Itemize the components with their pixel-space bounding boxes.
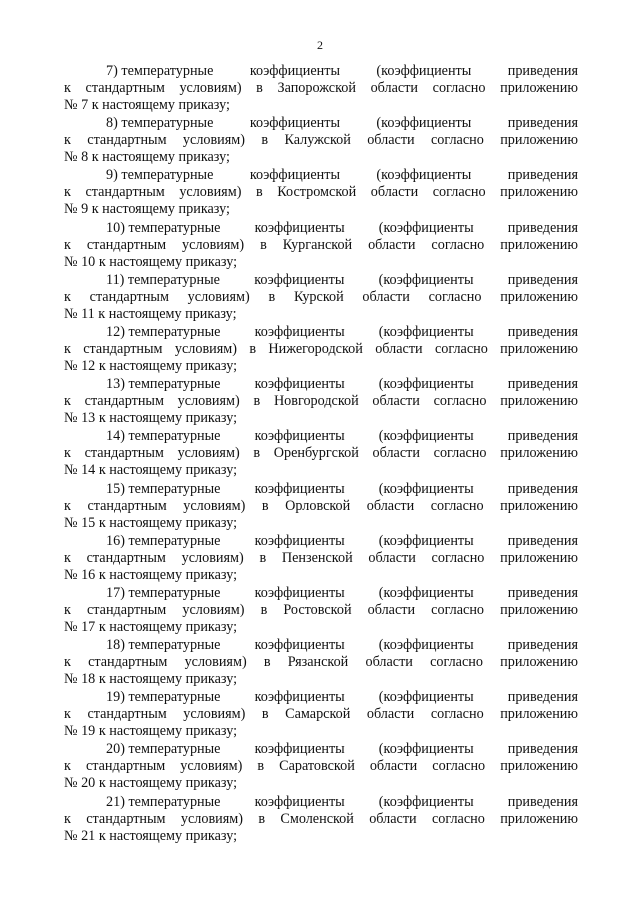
item-number-and-word: 9) температурные [106,167,214,184]
page-number: 2 [317,38,323,52]
item-word: условиям) [180,810,243,827]
item-word: согласно [428,288,482,305]
item-line-3: № 17 к настоящему приказу; [64,618,238,635]
item-word: Пензенской [281,549,353,566]
item-word: условиям) [179,80,242,96]
item-line-3: № 18 к настоящему приказу; [64,671,238,688]
item-line-2 [64,811,578,828]
item-word: согласно [434,340,488,357]
item-word: согласно [430,654,483,671]
item-word: области [368,236,416,253]
item-word: к [64,549,71,566]
item-word: согласно [432,758,486,775]
item-word: приложению [500,758,578,775]
item-word: Курганской [282,236,353,253]
item-word: приложению [500,810,578,827]
item-line-1 [64,794,578,811]
item-number-and-word: 21) температурные [106,793,221,810]
item-line-2 [64,445,578,462]
item-word: приложению [500,601,578,618]
item-word: к [64,393,71,410]
item-word: к [64,497,71,514]
item-word: приведения [507,741,578,758]
item-line-1 [64,272,578,289]
item-word: согласно [432,80,486,96]
item-word: приложению [500,497,578,514]
item-word: согласно [431,601,485,618]
item-word: к [64,236,71,253]
item-word: условиям) [177,393,240,410]
item-word: в [263,654,271,671]
item-number-and-word: 16) температурные [106,532,221,549]
item-line-3: № 7 к настоящему приказу; [64,97,230,113]
item-line-1 [64,585,578,602]
item-word: стандартным [88,654,168,671]
list-item [64,533,578,585]
item-word: (коэффициенты [378,532,474,549]
item-word: области [368,549,416,566]
item-word: приведения [507,376,578,393]
item-line-3: № 20 к настоящему приказу; [64,775,238,792]
item-word: приложению [500,393,578,410]
item-word: коэффициенты [249,167,340,184]
item-line-1 [64,324,578,341]
item-word: стандартным [86,236,167,253]
item-word: согласно [431,549,485,566]
item-word: согласно [430,497,484,514]
item-word: в [261,497,269,514]
item-line-1 [64,167,578,184]
item-line-1 [64,689,578,706]
item-word: Нижегородской [268,340,363,357]
list-item [64,220,578,272]
item-line-2 [64,132,578,149]
item-number-and-word: 17) температурные [106,584,221,601]
item-word: коэффициенты [254,323,345,340]
item-word: согласно [430,132,484,149]
item-word: условиям) [182,132,246,149]
item-word: в [259,549,267,566]
item-word: в [258,810,266,827]
item-word: коэффициенты [254,219,345,236]
item-word: к [64,184,71,201]
item-number-and-word: 10) температурные [106,219,221,236]
list-item [64,689,578,741]
item-word: Смоленской [280,810,354,827]
item-word: коэффициенты [254,532,345,549]
item-word: коэффициенты [254,271,345,288]
item-word: в [253,393,261,410]
item-word: стандартным [83,340,163,357]
item-word: согласно [433,393,487,410]
item-number-and-word: 8) температурные [106,115,214,132]
item-word: приложению [500,80,578,96]
item-line-1 [64,428,578,445]
item-word: согласно [430,706,484,723]
item-line-3: № 16 к настоящему приказу; [64,566,238,583]
item-word: приведения [507,167,578,184]
item-word: области [362,288,410,305]
item-word: в [261,132,269,149]
item-word: к [64,132,71,149]
item-line-3: № 8 к настоящему приказу; [64,149,230,166]
item-word: коэффициенты [254,584,345,601]
item-line-3: № 10 к настоящему приказу; [64,253,238,270]
item-word: коэффициенты [249,115,340,132]
item-word: приложению [500,236,578,253]
item-word: приведения [507,793,578,810]
item-word: Курской [293,288,344,305]
item-word: стандартным [87,601,167,618]
item-word: к [64,80,71,96]
item-line-3: № 13 к настоящему приказу; [64,410,238,427]
item-line-2 [64,237,578,254]
item-line-1 [64,637,578,654]
item-word: в [261,706,269,723]
item-line-2 [64,341,578,358]
item-word: Рязанской [287,654,349,671]
item-word: в [260,601,268,618]
item-word: приведения [507,323,578,340]
item-number-and-word: 11) температурные [106,271,220,288]
item-line-2 [64,602,578,619]
item-word: в [268,288,276,305]
item-word: условиям) [184,654,247,671]
item-word: стандартным [84,393,164,410]
item-word: коэффициенты [254,637,345,654]
item-line-3: № 19 к настоящему приказу; [64,723,238,740]
item-word: приведения [507,115,578,132]
item-word: (коэффициенты [378,741,474,758]
item-word: приведения [507,689,578,706]
item-line-3: № 14 к настоящему приказу; [64,462,238,479]
document-body [64,63,578,846]
item-line-2 [64,654,578,671]
item-number-and-word: 12) температурные [106,323,221,340]
item-number-and-word: 14) температурные [106,428,221,445]
item-number-and-word: 19) температурные [106,689,221,706]
item-word: к [64,340,71,357]
item-word: согласно [431,810,485,827]
item-word: приложению [500,706,578,723]
item-word: приведения [507,480,578,497]
item-word: (коэффициенты [378,584,474,601]
item-word: приведения [507,271,578,288]
item-word: приложению [500,132,578,149]
item-word: приведения [507,428,578,445]
item-word: Калужской [284,132,351,149]
item-word: стандартным [87,706,167,723]
item-word: стандартным [84,445,164,462]
item-word: Саратовской [279,758,355,775]
item-line-2 [64,393,578,410]
item-word: стандартным [86,549,166,566]
item-word: приложению [500,445,578,462]
item-line-1 [64,481,578,498]
list-item [64,741,578,793]
item-word: (коэффициенты [378,323,474,340]
item-word: условиям) [180,758,243,775]
item-word: условиям) [183,706,246,723]
item-word: Ростовской [283,601,352,618]
item-word: стандартным [85,758,166,775]
item-word: в [257,758,265,775]
item-number-and-word: 20) температурные [106,741,221,758]
item-word: Самарской [285,706,351,723]
item-word: в [255,184,263,201]
item-word: области [369,810,417,827]
item-number-and-word: 13) температурные [106,376,221,393]
item-word: условиям) [174,340,237,357]
item-word: области [375,340,423,357]
item-word: стандартным [89,288,169,305]
item-word: условиям) [177,445,240,462]
item-word: к [64,654,71,671]
item-word: приведения [507,584,578,601]
list-item [64,324,578,376]
item-word: согласно [433,445,487,462]
item-line-1 [64,115,578,132]
item-word: коэффициенты [254,689,345,706]
item-word: (коэффициенты [378,428,474,445]
item-word: к [64,445,71,462]
item-word: стандартным [87,132,167,149]
item-word: условиям) [179,184,242,201]
item-word: условиям) [187,288,250,305]
list-item [64,115,578,167]
item-line-3: № 11 к настоящему приказу; [64,305,237,322]
item-word: в [260,236,267,253]
item-number-and-word: 15) температурные [106,480,221,497]
item-word: приложению [500,288,578,305]
item-word: приложению [500,549,578,566]
item-word: (коэффициенты [378,271,474,288]
item-line-2 [64,758,578,775]
list-item [64,63,578,115]
item-line-2 [64,184,578,201]
item-word: (коэффициенты [376,167,472,184]
item-line-3: № 21 к настоящему приказу; [64,827,238,844]
item-word: области [367,132,415,149]
list-item [64,794,578,846]
item-word: в [249,340,257,357]
item-word: условиям) [182,236,245,253]
item-word: (коэффициенты [378,637,474,654]
item-line-2 [64,550,578,567]
list-item [64,637,578,689]
item-word: Запорожской [277,80,356,96]
item-word: (коэффициенты [378,793,474,810]
list-item [64,481,578,533]
list-item [64,167,578,219]
item-line-1 [64,63,578,80]
item-word: Оренбургской [273,445,359,462]
item-word: (коэффициенты [378,219,474,236]
item-word: к [64,758,71,775]
item-number-and-word: 18) температурные [106,637,221,654]
list-item [64,585,578,637]
item-line-2 [64,80,578,97]
item-word: (коэффициенты [378,689,474,706]
item-word: области [366,706,415,723]
item-line-2 [64,289,578,306]
item-word: приведения [507,219,578,236]
list-item [64,428,578,480]
item-word: стандартным [87,497,167,514]
item-word: области [372,445,420,462]
item-word: к [64,706,71,723]
item-line-3: № 12 к настоящему приказу; [64,357,238,374]
item-line-1 [64,741,578,758]
item-line-1 [64,376,578,393]
item-word: (коэффициенты [378,480,474,497]
item-word: области [367,601,416,618]
item-word: (коэффициенты [378,376,474,393]
list-item [64,376,578,428]
item-word: (коэффициенты [376,115,472,132]
item-word: в [256,80,263,96]
item-word: к [64,288,71,305]
item-word: в [253,445,261,462]
item-word: приведения [507,637,578,654]
item-line-2 [64,706,578,723]
item-word: согласно [431,236,485,253]
item-word: стандартным [85,184,165,201]
item-word: согласно [432,184,486,201]
item-line-1 [64,533,578,550]
item-line-3: № 15 к настоящему приказу; [64,514,238,531]
item-word: приложению [500,340,578,357]
item-word: условиям) [183,497,246,514]
item-word: области [370,184,419,201]
item-word: приложению [500,654,578,671]
item-word: области [366,497,415,514]
item-word: области [365,654,413,671]
item-line-2 [64,498,578,515]
item-word: коэффициенты [254,480,345,497]
item-word: Новгородской [273,393,359,410]
item-word: коэффициенты [249,63,340,79]
item-word: приведения [507,532,578,549]
item-word: к [64,601,71,618]
item-line-3: № 9 к настоящему приказу; [64,201,230,218]
item-word: коэффициенты [254,376,345,393]
item-word: коэффициенты [254,428,345,445]
item-word: Костромской [277,184,357,201]
item-word: к [64,810,71,827]
item-word: стандартным [86,810,166,827]
list-item [64,272,578,324]
item-word: области [370,80,419,96]
item-word: условиям) [182,601,245,618]
item-word: условиям) [181,549,244,566]
item-word: коэффициенты [254,793,345,810]
item-number-and-word: 7) температурные [106,63,214,79]
item-word: приложению [500,184,578,201]
item-word: приведения [507,63,578,79]
item-word: области [372,393,420,410]
item-line-1 [64,220,578,237]
item-word: (коэффициенты [376,63,472,79]
item-word: Орловской [285,497,351,514]
item-word: стандартным [85,80,165,96]
item-word: коэффициенты [254,741,345,758]
item-word: области [369,758,418,775]
